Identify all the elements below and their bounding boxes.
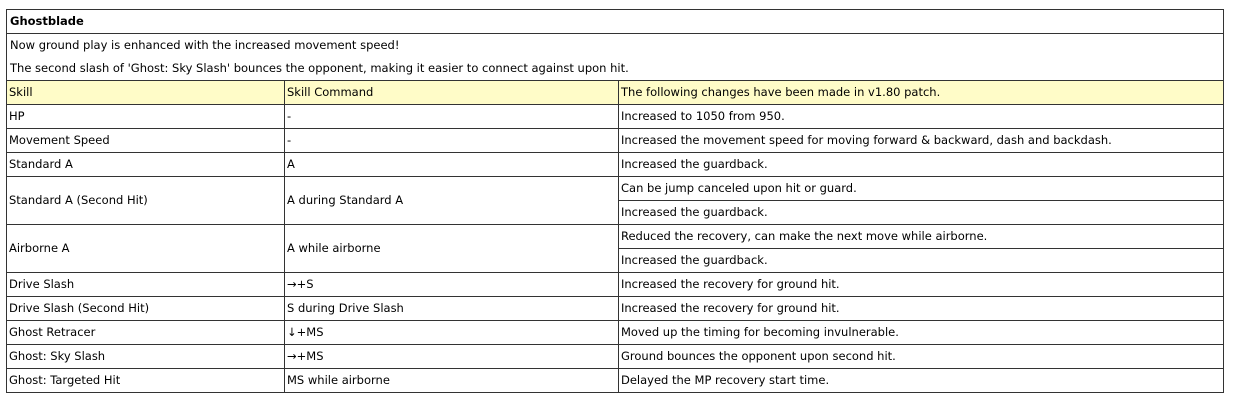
change-cell: Increased the recovery for ground hit.: [619, 273, 1224, 297]
change-cell: Increased the guardback.: [619, 201, 1224, 225]
command-cell: →+S: [285, 273, 619, 297]
skill-cell: Drive Slash (Second Hit): [7, 297, 285, 321]
table-row: [7, 273, 1224, 297]
intro-line-1: Now ground play is enhanced with the increased movement speed!: [7, 34, 1224, 58]
table-row: [7, 105, 1224, 129]
change-cell: Increased the movement speed for moving forward & backward, dash and backdash.: [619, 129, 1224, 153]
command-cell: -: [285, 129, 619, 153]
change-cell: Can be jump canceled upon hit or guard.: [619, 177, 1224, 201]
patch-notes-table: [6, 9, 1224, 393]
skill-cell: Standard A: [7, 153, 285, 177]
change-cell: Increased to 1050 from 950.: [619, 105, 1224, 129]
change-cell: Delayed the MP recovery start time.: [619, 369, 1224, 393]
change-cell: Increased the guardback.: [619, 249, 1224, 273]
table-row: [7, 177, 1224, 201]
skill-cell: Airborne A: [7, 225, 285, 273]
skill-cell: Standard A (Second Hit): [7, 177, 285, 225]
character-title: Ghostblade: [7, 10, 1224, 34]
skill-cell: Ghost: Targeted Hit: [7, 369, 285, 393]
command-cell: S during Drive Slash: [285, 297, 619, 321]
command-cell: MS while airborne: [285, 369, 619, 393]
table-row: [7, 321, 1224, 345]
skill-cell: Ghost Retracer: [7, 321, 285, 345]
skill-cell: Ghost: Sky Slash: [7, 345, 285, 369]
command-cell: A: [285, 153, 619, 177]
header-command: Skill Command: [285, 81, 619, 105]
command-cell: A during Standard A: [285, 177, 619, 225]
title-row: [7, 10, 1224, 34]
intro-line-2: The second slash of 'Ghost: Sky Slash' bounces the opponent, making it easier to connect against upon hit.: [7, 57, 1224, 81]
header-changes: The following changes have been made in v1.80 patch.: [619, 81, 1224, 105]
change-cell: Increased the guardback.: [619, 153, 1224, 177]
command-cell: A while airborne: [285, 225, 619, 273]
change-cell: Reduced the recovery, can make the next move while airborne.: [619, 225, 1224, 249]
table-row: [7, 129, 1224, 153]
table-row: [7, 369, 1224, 393]
intro-row: [7, 34, 1224, 58]
change-cell: Moved up the timing for becoming invulnerable.: [619, 321, 1224, 345]
table-row: [7, 297, 1224, 321]
table-row: [7, 225, 1224, 249]
skill-cell: Drive Slash: [7, 273, 285, 297]
command-cell: -: [285, 105, 619, 129]
skill-cell: HP: [7, 105, 285, 129]
header-skill: Skill: [7, 81, 285, 105]
skill-cell: Movement Speed: [7, 129, 285, 153]
command-cell: →+MS: [285, 345, 619, 369]
table-row: [7, 153, 1224, 177]
change-cell: Ground bounces the opponent upon second hit.: [619, 345, 1224, 369]
header-row: [7, 81, 1224, 105]
command-cell: ↓+MS: [285, 321, 619, 345]
table-row: [7, 345, 1224, 369]
intro-row: [7, 57, 1224, 81]
change-cell: Increased the recovery for ground hit.: [619, 297, 1224, 321]
